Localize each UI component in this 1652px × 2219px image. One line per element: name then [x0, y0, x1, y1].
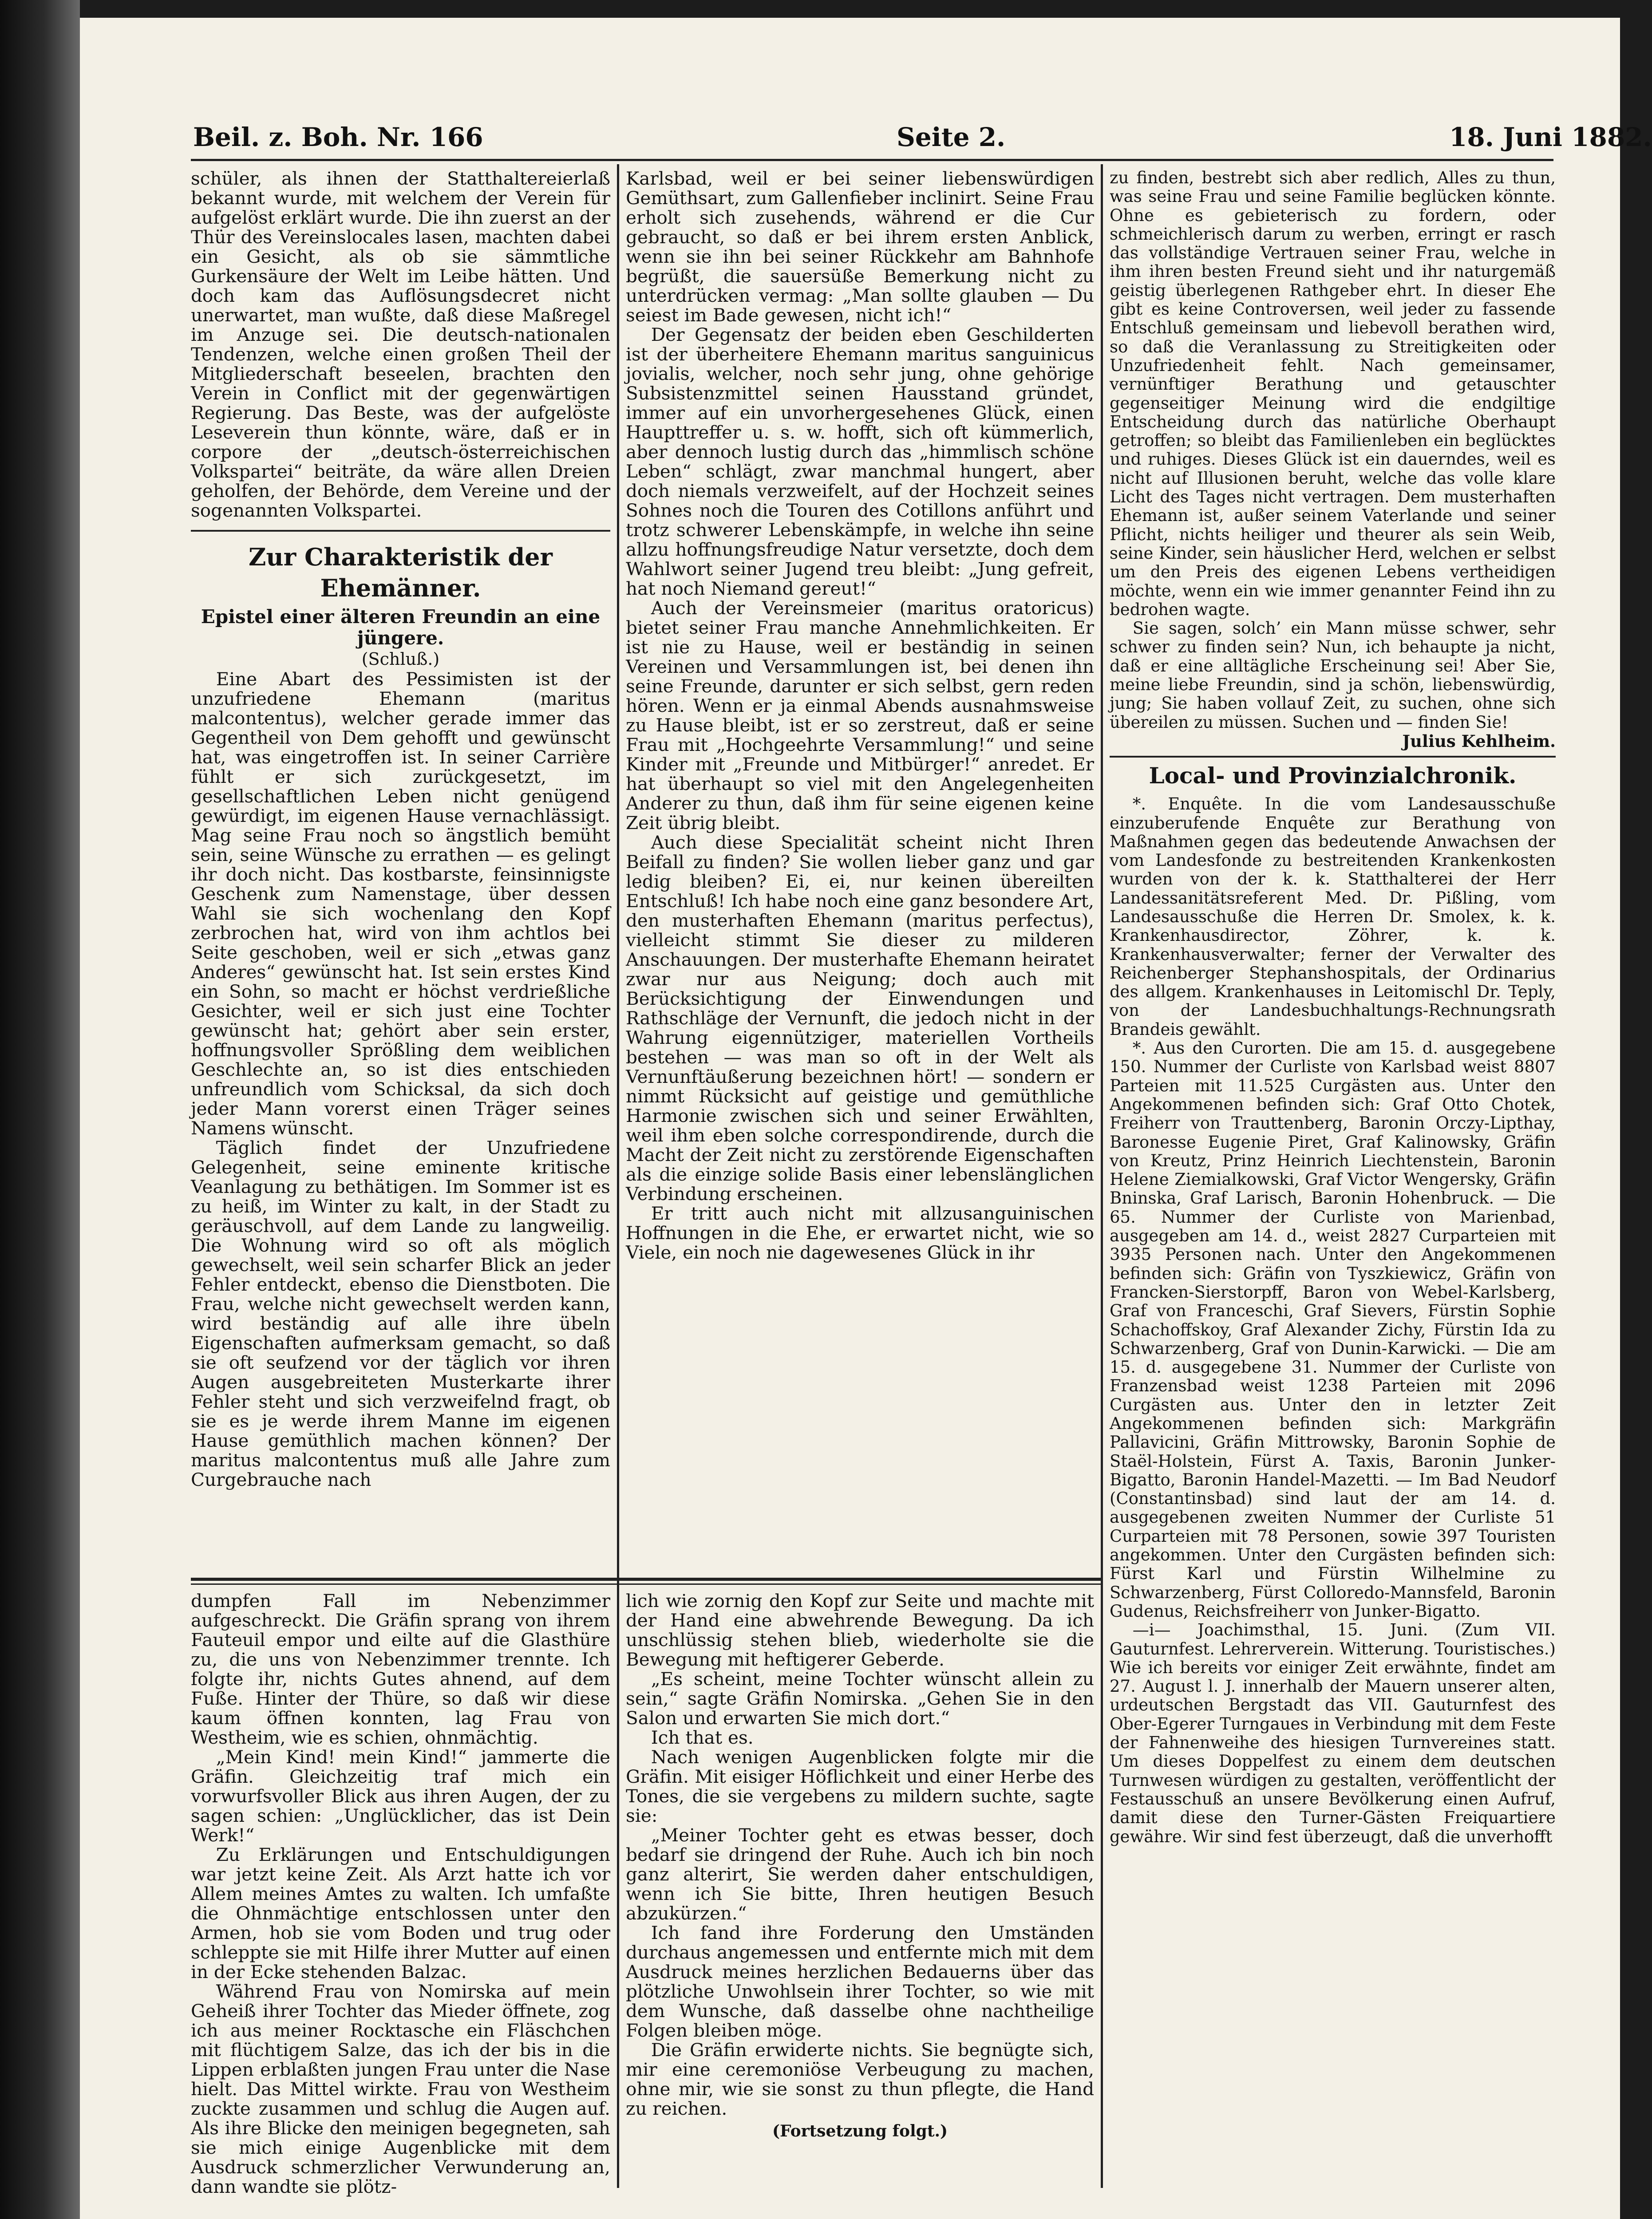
news-item: *. Enquête. In die vom Landesausschuße einzuberufende Enquête zur Berathung von Maßnahmen gegen das bedeutende Anwachsen der vom Landesfonde zu bestreitenden Krankenkosten wurden von der k. k. Statthalterei der Herr Landessanitätsreferent Med. Dr. Pißling, vom Landesausschuße die Herren Dr. Smolex, k. k. Krankenhausdirector, Zöhrer, k. k. Krankenhausverwalter; ferner der Verwalter des Reichenberger Stephanshospitals, der Ordinarius des allgem. Krankenhauses in Leitomischl Dr. Teply, von der Landesbuchhaltungs-Rechnungsrath Brandeis gewählt. — [1110, 794, 1556, 1039]
article-paragraph: Täglich findet der Unzufriedene Gelegenheit, seine eminente kritische Veanlagung zu bethätigen. Im Sommer ist es zu heiß, im Winter zu kalt, in der Stadt zu geräuschvoll, auf dem Lande zu langweilig. Die Wohnung wird so oft als möglich gewechselt, weil sein scharfer Blick an jeder Fehler entdeckt, ebenso die Dienstboten. Die Frau, welche nicht gewechselt werden kann, wird beständig auf alle ihre übeln Eigenschaften aufmerksam gemacht, so daß sie oft seufzend vor der täglich vor ihren Augen ausgebreiteten Musterkarte ihrer Fehler steht und sich verzweifelnd fragt, ob sie es je werde ihrem Manne im eigenen Hause gemüthlich machen können? Der maritus malcontentus muß alle Jahre zum Curgebrauche nach — [191, 1137, 610, 1490]
author-signature: Julius Kehlheim. — [1402, 731, 1556, 751]
column-2-top — [626, 169, 1094, 1571]
feuilleton-paragraph: Während Frau von Nomirska auf mein Geheiß ihrer Tochter das Mieder öffnete, zog ich aus meiner Rocktasche ein Fläschchen mit flüchtigem Salze, das ich der bis in die Lippen erblaßten jungen Frau unter die Nase hielt. Das Mittel wirkte. Frau von Westheim zuckte zusammen und schlug die Augen auf. Als ihre Blicke den meinigen begegneten, sah sie mich einige Augenblicke mit dem Ausdruck schmerzlicher Verwunderung an, dann wandte sie plötz- — [191, 1981, 610, 2197]
page-number: Seite 2. — [897, 122, 1006, 152]
feuilleton-paragraph: „Es scheint, meine Tochter wünscht allein zu sein,“ sagte Gräfin Nomirska. „Gehen Sie in den Salon und erwarten Sie mich dort.“ — [626, 1668, 1094, 1729]
column-1-top — [191, 169, 610, 1571]
article-paragraph: Sie sagen, solch’ ein Mann müsse schwer, sehr schwer zu finden sein? Nun, ich behaupte ja nicht, daß er eine alltägliche Erscheinung sei! Aber Sie, meine liebe Freundin, sind ja schön, liebenswürdig, jung; Sie haben vollauf Zeit, zu suchen, ohne sich übereilen zu müssen. Suchen und — finden Sie! — [1110, 619, 1556, 732]
column-divider-1 — [617, 164, 619, 2188]
feuilleton-paragraph: lich wie zornig den Kopf zur Seite und machte mit der Hand eine abwehrende Bewegung. Da ich unschlüssig stehen blieb, wiederholte sie die Bewegung mit heftigerer Geberde. — [626, 1590, 1094, 1670]
feuilleton-paragraph: Zu Erklärungen und Entschuldigungen war jetzt keine Zeit. Als Arzt hatte ich vor Allem meines Amtes zu walten. Ich umfaßte die Ohnmächtige entschlossen unter den Armen, hob sie vom Boden und trug oder schleppte sie mit Hilfe ihrer Mutter auf einen in der Ecke stehenden Balzac. — [191, 1844, 610, 1982]
continued-note: (Fortsetzung folgt.) — [772, 2122, 948, 2140]
article-note: (Schluß.) — [361, 649, 440, 669]
article-paragraph: Auch diese Specialität scheint nicht Ihren Beifall zu finden? Sie wollen lieber ganz und gar ledig bleiben? Ei, ei, nur keinen übereilten Entschluß! Ich habe noch eine ganz besondere Art, den musterhaften Ehemann (maritus perfectus), vielleicht stimmt Sie dieser zu milderen Anschauungen. Der musterhafte Ehemann heiratet zwar nur aus Neigung; doch auch mit Berücksichtigung der Einwendungen und Rathschläge der Vernunft, die jedoch nicht in der Wahrung eigennütziger, materiellen Vortheils bestehen — was man so oft in der Welt als Vernunftäußerung bezeichnen hört! — sondern er nimmt Rücksicht auf geistige und gemüthliche Harmonie zwischen sich und seiner Erwählten, weil ihm eben solche correspondirende, durch die Macht der Zeit nicht zu zerstörende Eigenschaften als die einzige solide Basis einer lebenslänglichen Verbindung erscheinen. — [626, 832, 1094, 1204]
feuilleton-paragraph: „Mein Kind! mein Kind!“ jammerte die Gräfin. Gleichzeitig traf mich ein vorwurfsvoller Blick aus ihren Augen, der zu sagen schien: „Unglücklicher, das ist Dein Werk!“ — [191, 1746, 610, 1846]
header-rule — [191, 159, 1553, 161]
feuilleton-paragraph: Nach wenigen Augenblicken folgte mir die Gräfin. Mit eisiger Höflichkeit und einer Herbe des Tones, die sie vergebens zu mildern suchte, sagte sie: — [626, 1746, 1094, 1826]
article-paragraph: Er tritt auch nicht mit allzusanguinischen Hoffnungen in die Ehe, er erwartet nicht, wie so Viele, ein noch nie dagewesenes Glück in ihr — [626, 1203, 1094, 1263]
feuilleton-rule-top — [191, 1578, 1101, 1581]
feuilleton-rule-bottom — [191, 1583, 1101, 1585]
issue-label: Beil. z. Boh. Nr. 166 — [193, 122, 483, 152]
article-paragraph: Der Gegensatz der beiden eben Geschilderten ist der überheitere Ehemann maritus sanguinicus jovialis, welcher, noch sehr jung, ohne gehörige Subsistenzmittel seinen Hausstand gründet, immer auf ein unvorhergesehenes Glück, einen Haupttreffer u. s. w. hofft, sich oft kümmerlich, aber dennoch lustig durch das „himmlisch schöne Leben“ schlägt, zwar manchmal hungert, aber doch niemals verzweifelt, auf der Hochzeit seines Sohnes noch die Touren des Cotillons anführt und trotz schwerer Lebenskämpfe, in welche ihn seine allzu hoffnungsfreudige Natur versetzte, doch dem Wahlwort seiner Jugend treu bleibt: „Jung gefreit, hat noch Niemand gereut!“ — [626, 324, 1094, 599]
newspaper-page — [80, 18, 1652, 2219]
column-3 — [1110, 169, 1556, 2219]
feuilleton-paragraph: Ich fand ihre Forderung den Umständen durchaus angemessen und entfernte mich mit dem Ausdruck meines herzlichen Bedauerns über das plötzliche Unwohlsein ihrer Tochter, so wie mit dem Wunsche, daß dasselbe ohne nachtheilige Folgen bleiben möge. — [626, 1922, 1094, 2041]
column-divider-2 — [1101, 164, 1103, 2188]
section-divider — [191, 530, 610, 532]
article-subtitle: Epistel einer älteren Freundin an eine jüngere. — [201, 606, 601, 649]
feuilleton-paragraph: Die Gräfin erwiderte nichts. Sie begnügte sich, mir eine ceremoniöse Verbeugung zu machen, ohne mir, wie sie sonst zu thun pflegte, die Hand zu reichen. — [626, 2039, 1094, 2119]
column-2-bottom — [626, 1591, 1094, 2219]
feuilleton-paragraph: „Meiner Tochter geht es etwas besser, doch bedarf sie dringend der Ruhe. Auch ich bin noch ganz alterirt, Sie werden daher entschuldigen, wenn ich Sie bitte, Ihren heutigen Besuch abzukürzen.“ — [626, 1824, 1094, 1924]
feuilleton-paragraph: dumpfen Fall im Nebenzimmer aufgeschreckt. Die Gräfin sprang von ihrem Fauteuil empor und eilte auf die Glasthüre zu, die uns von Nebenzimmer trennte. Ich folgte ihr, nichts Gutes ahnend, auf dem Fuße. Hinter der Thüre, so daß wir diese kaum öffnen konnten, lag Frau von Westheim, wie es schien, ohnmächtig. — [191, 1590, 610, 1748]
article-paragraph: zu finden, bestrebt sich aber redlich, Alles zu thun, was seine Frau und seine Familie beglücken könnte. Ohne es gebieterisch zu fordern, oder schmeichlerisch darum zu werben, erringt er rasch das vollständige Vertrauen seiner Frau, welche in ihm ihren besten Freund sieht und ihr naturgemäß geistig überlegenen Rathgeber ehrt. In dieser Ehe gibt es keine Controversen, weil jeder zu fassende Entschluß gemeinsam und liebevoll berathen wird, so daß die Veranlassung zu Streitigkeiten oder Unzufriedenheit fehlt. Nach gemeinsamer, vernünftiger Berathung und getauschter gegenseitiger Meinung wird die endgiltige Entscheidung durch das natürliche Oberhaupt getroffen; so bleibt das Familienleben ein beglücktes und ruhiges. Dieses Glück ist ein dauerndes, weil es nicht auf Illusionen beruht, welche das volle klare Licht des Tages nicht vertragen. Dem musterhaften Ehemann ist, außer seinem Vaterlande und seiner Pflicht, nichts heiliger und theurer als sein Weib, seine Kinder, sein häuslicher Herd, welchen er selbst um den Preis des eigenen Lebens vertheidigen möchte, wenn ein wie immer genannter Feind ihn zu bedrohen wagte. — [1110, 168, 1556, 619]
column-1-bottom — [191, 1591, 610, 2219]
news-item: —i— Joachimsthal, 15. Juni. (Zum VII. Gauturnfest. Lehrerverein. Witterung. Touristisches.) Wie ich bereits vor einiger Zeit erwähnte, findet am 27. August l. J. innerhalb der Mauern unserer alten, urdeutschen Bergstadt das VII. Gauturnfest des Ober-Egerer Turngaues in Verbindung mit dem Feste der Fahnenweihe des hiesigen Turnvereines statt. Um dieses Doppelfest zu einem dem deutschen Turnwesen würdigen zu gestalten, veröffentlicht der Festausschuß an unsere Bevölkerung einen Aufruf, damit diese den Turner-Gästen Freiquartiere gewähre. Wir sind fest überzeugt, daß die unverhofft — [1110, 1620, 1556, 1846]
news-item: *. Aus den Curorten. Die am 15. d. ausgegebene 150. Nummer der Curliste von Karlsbad weist 8807 Parteien mit 11.525 Curgästen aus. Unter den Angekommenen befinden sich: Graf Otto Chotek, Freiherr von Trauttenberg, Baronin Orczy-Lipthay, Baronesse Eugenie Piret, Graf Kalinowsky, Gräfin von Kreutz, Prinz Heinrich Liechtenstein, Baronin Helene Ziemialkowski, Graf Victor Wengersky, Gräfin Bninska, Graf Larisch, Baronin Hohenbruck. — Die 65. Nummer der Curliste von Marienbad, ausgegeben am 14. d., weist 2827 Curparteien mit 3935 Personen nach. Unter den Angekommenen befinden sich: Gräfin von Tyszkiewicz, Gräfin von Francken-Sierstorpff, Baron von Webel-Karlsberg, Graf von Franceschi, Graf Sievers, Fürstin Sophie Schachoffskoy, Graf Alexander Zichy, Fürstin Ida zu Schwarzenberg, Graf von Dunin-Karwicki. — Die am 15. d. ausgegebene 31. Nummer der Curliste von Franzensbad weist 1238 Parteien mit 2096 Curgästen aus. Unter den in letzter Zeit Angekommenen befinden sich: Markgräfin Pallavicini, Gräfin Mittrowsky, Baronin Sophie de Staël-Holstein, Fürst A. Taxis, Baronin Junker-Bigatto, Baronin Handel-Mazetti. — Im Bad Neudorf (Constantinsbad) sind laut der am 14. d. ausgegebenen zweiten Nummer der Curliste 51 Curparteien mit 78 Personen, sowie 397 Touristen angekommen. Unter den Curgästen befinden sich: Fürst Karl und Fürstin Wilhelmine zu Schwarzenberg, Fürst Colloredo-Mannsfeld, Baronin Gudenus, Reichsfreiherr von Junker-Bigatto. — [1110, 1038, 1556, 1621]
article-paragraph: Eine Abart des Pessimisten ist der unzufriedene Ehemann (maritus malcontentus), welcher gerade immer das Gegentheil von Dem gehofft und gewünscht hat, was eingetroffen ist. In seiner Carrière fühlt er sich zurückgesetzt, im gesellschaftlichen Leben nicht genügend gewürdigt, im eigenen Hause vernachlässigt. Mag seine Frau noch so ängstlich bemüht sein, seine Wünsche zu errathen — es gelingt ihr doch nicht. Das kostbarste, feinsinnigste Geschenk zum Namenstage, über dessen Wahl sie sich wochenlang den Kopf zerbrochen hat, wird von ihm achtlos bei Seite geschoben, weil er sich „etwas ganz Anderes“ gewünscht hat. Ist sein erstes Kind ein Sohn, so macht er höchst verdrießliche Gesichter, weil er sich just eine Tochter gewünscht hat; gehört aber sein erster, hoffnungsvoller Sprößling dem weiblichen Geschlechte an, so ist dies entschieden unfreundlich vom Schicksal, da sich doch jeder Mann vorerst einen Träger seines Namens wünscht. — [191, 668, 610, 1139]
article-paragraph: Auch der Vereinsmeier (maritus oratoricus) bietet seiner Frau manche Annehmlichkeiten. Er ist nie zu Hause, weil er beständig in seinen Vereinen und Versammlungen ist, bei denen ihn seine Freunde, darunter er sich selbst, gern reden hören. Wenn er ja einmal Abends ausnahmsweise zu Hause bleibt, ist er so zerstreut, daß er seine Frau mit „Hochgeehrte Versammlung!“ und seine Kinder mit „Freunde und Mitbürger!“ anredet. Er hat überhaupt so viel mit den Angelegenheiten Anderer zu thun, daß ihm für seine eigenen keine Zeit übrig bleibt. — [626, 597, 1094, 833]
book-spine-edge — [0, 0, 80, 2219]
feuilleton-paragraph: Ich that es. — [651, 1727, 754, 1748]
news-section-title: Local- und Provinzialchronik. — [1149, 762, 1517, 789]
article-paragraph: Karlsbad, weil er bei seiner liebenswürdigen Gemüthsart, zum Gallenfieber inclinirt. Seine Frau erholt sich zusehends, während er die Cur gebraucht, so daß er bei ihrem ersten Anblick, wenn sie ihn bei seiner Rückkehr am Bahnhofe begrüßt, die sauersüße Bemerkung nicht zu unterdrücken vermag: „Man sollte glauben — Du seiest im Bade gewesen, nicht ich!“ — [626, 168, 1094, 326]
intro-paragraph: schüler, als ihnen der Statthaltereierlaß bekannt wurde, mit welchem der Verein für aufgelöst erklärt wurde. Die ihn zuerst an der Thür des Vereinslocales lasen, machten dabei ein Gesicht, als ob sie sämmtliche Gurkensäure der Welt im Leibe hätten. Und doch kam das Auflösungsdecret nicht unerwartet, man wußte, daß diese Maßregel im Anzuge sei. Die deutsch-nationalen Tendenzen, welche einen großen Theil der Mitgliederschaft beseelen, brachten den Verein in Conflict mit der gegenwärtigen Regierung. Das Beste, was der aufgelöste Leseverein thun könnte, wäre, daß er in corpore der „deutsch-österreichischen Volkspartei“ beiträte, da wäre allen Dreien geholfen, der Behörde, dem Vereine und der sogenannten Volkspartei. — [191, 168, 610, 521]
article-title: Zur Charakteristik der Ehemänner. — [249, 543, 553, 602]
section-divider — [1110, 756, 1556, 758]
issue-date: 18. Juni 1882. — [1449, 122, 1652, 152]
